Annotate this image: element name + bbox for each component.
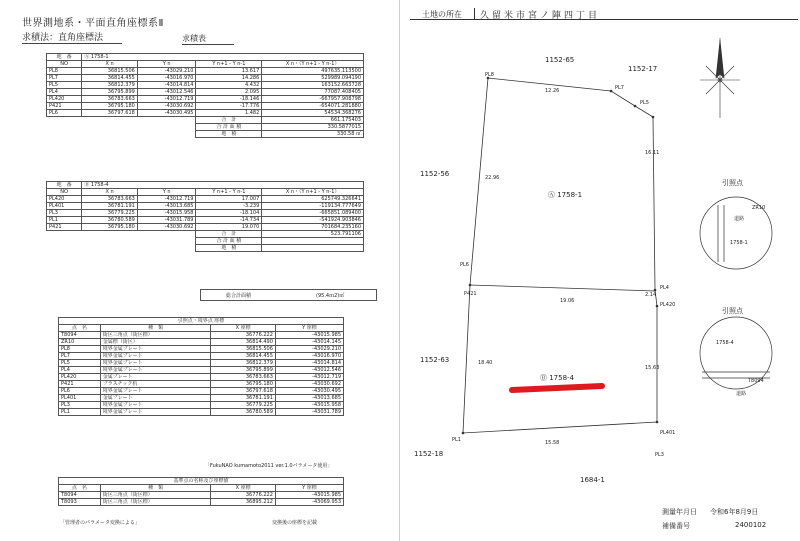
land-value [262,245,364,252]
total-area-label: 総合計面積 [226,293,252,299]
parameter-note: 「FukuNAO kumamoto2011 ver.1.0パラメータ使用」 [205,463,333,469]
survey-map [400,20,800,541]
table-cell: 36783.663 [82,196,138,203]
parcel-1758-1: Ⓐ 1758-1 [548,191,583,199]
point-label: P421 [464,291,477,297]
survey-date: 令和6年8月9日 [710,508,759,516]
table-cell: 14.286 [196,75,262,82]
table-cell: -119134.777649 [262,203,364,210]
table-cell: プラスチック杭 [100,381,211,388]
reference-point-table [58,477,344,506]
table-cell: 36795.899 [82,89,138,96]
table-cell: -43016.970 [137,75,196,82]
point-label: PL5 [640,100,649,106]
table-cell: 境界金属プレート [100,402,211,409]
area-value [262,238,364,245]
area-table-1758-4 [46,181,364,252]
neighbor-parcel-1152-63: 1152-63 [420,356,450,364]
reference-point-2: T8094 [748,378,764,384]
table-row [47,75,364,82]
table-cell: PL401 [47,203,82,210]
table-row [47,224,364,231]
table-cell: 街区三角点（街区標） [100,499,211,506]
table-cell: -667957.908798 [262,96,364,103]
col-header: X 座標 [211,325,275,332]
dimension-label: 15.58 [545,440,560,446]
sum-label: 合 計 [196,117,262,124]
table-row [59,395,344,402]
col-header: 種 類 [100,485,211,492]
area-label: 合 計 面 積 [196,238,262,245]
reference-label-2: 引照点 [722,307,743,315]
table-cell: P421 [59,381,101,388]
col-header: X n [82,61,138,68]
dimension-label: 12.26 [545,88,560,94]
table-cell: 境界金属プレート [100,409,211,416]
table-cell: PL5 [59,360,101,367]
col-header: Y n [137,189,196,196]
coordinate-table [58,317,344,416]
table-cell: -18.146 [196,96,262,103]
approval-number: 2400102 [735,521,767,529]
table-cell: -43014.814 [275,360,343,367]
table-cell: PL3 [59,402,101,409]
table-cell: PL7 [59,353,101,360]
total-area-value: (95.4ｍ2)㎡ [316,293,345,299]
table-row [47,110,364,117]
point-label: PL7 [615,85,624,91]
table-row [59,367,344,374]
table-row [59,346,344,353]
table-cell: 36780.589 [211,409,275,416]
table-cell: 36781.191 [82,203,138,210]
dimension-label: 15.63 [645,365,660,371]
table-row [47,96,364,103]
land-value: 330.58 ㎡ [262,131,364,138]
point-label: PL1 [452,437,461,443]
table-cell: -43014.814 [137,82,196,89]
area-label: 合 計 面 積 [196,124,262,131]
table-cell: 497635.113500 [262,68,364,75]
table-cell: 街区三角点（街区標） [100,492,211,499]
table-row [47,103,364,110]
table-row [47,82,364,89]
table-cell: PL8 [47,68,82,75]
table-row [47,68,364,75]
col-header: Y 座標 [275,325,343,332]
table-cell: 36783.663 [211,374,275,381]
col-header: 点 名 [59,485,101,492]
table-cell: PL420 [59,374,101,381]
col-header: X n・（Y n+1 - Y n-1） [262,61,364,68]
table-cell: 54534.368276 [262,110,364,117]
table-cell: -43012.719 [275,374,343,381]
table-cell: -43030.692 [275,381,343,388]
reference-parcel-2: 1758-4 [716,340,734,346]
table-cell: -17.776 [196,103,262,110]
table-cell: 1.482 [196,110,262,117]
table-cell: -14.734 [196,217,262,224]
point-label: PL6 [460,262,469,268]
col-header: Y n+1 - Y n-1 [196,61,262,68]
table-cell: 36779.225 [211,402,275,409]
table-cell: PL1 [59,409,101,416]
table-title: 求積表 [182,33,234,45]
table-cell: -43012.546 [137,89,196,96]
table-row [59,409,344,416]
table-row [47,196,364,203]
table-row [59,332,344,339]
table-cell: PL401 [59,395,101,402]
table-cell: PL420 [47,196,82,203]
table-cell: -43069.953 [275,499,343,506]
table-row [59,402,344,409]
point-label: PL401 [660,430,676,436]
table-row [59,374,344,381]
neighbor-parcel-1152-18: 1152-18 [414,450,444,458]
dimension-label: 2.14 [645,292,657,298]
reference-point-1: ZR10 [752,205,766,211]
table-cell: 36783.663 [82,96,138,103]
table-cell: -3.239 [196,203,262,210]
table-cell: PL4 [59,367,101,374]
table-cell: 36797.618 [211,388,275,395]
table-cell: 36795.180 [82,224,138,231]
table-cell: 13.617 [196,68,262,75]
table-row [59,492,344,499]
point-label: PL3 [655,452,664,458]
table-row [47,217,364,224]
neighbor-parcel-1152-65: 1152-65 [545,56,575,64]
table-cell: 金属プレート [100,374,211,381]
total-area-box [200,289,377,301]
table-cell: -43029.210 [275,346,343,353]
table-cell: P421 [47,224,82,231]
table-cell: 36776.222 [211,332,275,339]
table-cell: 36895.212 [211,499,275,506]
neighbor-parcel-1684-1: 1684-1 [580,476,605,484]
table-cell: PL6 [47,110,82,117]
parcel-1758-4: Ⓑ 1758-4 [540,374,575,382]
heading-underline [22,43,122,44]
land-label: 地 積 [196,131,262,138]
north-arrow-icon [700,38,740,118]
table-cell: PL6 [59,388,101,395]
point-label: PL420 [660,302,676,308]
converted-note: 変換後の座標を記載 [272,520,318,526]
table-cell: 36795.899 [211,367,275,374]
table-cell: 36814.490 [211,339,275,346]
table-cell: 36780.589 [82,217,138,224]
table-cell: -43015.958 [137,210,196,217]
table-row [59,499,344,506]
parcel-label: 地 番 [47,182,82,189]
point-label: PL4 [660,285,669,291]
area-table-1758-1 [46,53,364,138]
table-cell: -43013.685 [275,395,343,402]
method-heading: 求積法：直角座標法 [22,33,104,43]
col-header: X n・（Y n+1 - Y n-1） [262,189,364,196]
col-header: X 座標 [211,485,275,492]
table-cell: -43030.495 [137,110,196,117]
table-cell: -43030.495 [275,388,343,395]
area-value: 330.5877015 [262,124,364,131]
conversion-note: 「管理者のパラメータ変換による」 [60,520,140,526]
col-header: NO [47,61,82,68]
table-row [47,203,364,210]
table-cell: 36812.379 [82,82,138,89]
reference-parcel-1: 1758-1 [730,240,748,246]
table-cell: -43031.789 [137,217,196,224]
table-cell: 701684.235160 [262,224,364,231]
table-cell: PL3 [47,210,82,217]
col-header: 点 名 [59,325,101,332]
table-cell: 19.070 [196,224,262,231]
point-label: PL8 [485,72,494,78]
table-row [59,360,344,367]
coordinate-system-heading: 世界測地系・平面直角座標系Ⅱ [22,18,164,29]
highlight-marker [512,386,602,390]
approval-label: 補備番号 [662,522,690,530]
table-cell: PL4 [47,89,82,96]
sum-value: 523.791106 [262,231,364,238]
table-cell: 36776.222 [211,492,275,499]
neighbor-parcel-1152-17: 1152-17 [628,65,658,73]
table-cell: 163152.663728 [262,82,364,89]
table-cell: PL1 [47,217,82,224]
table-cell: 境界金属プレート [100,360,211,367]
dimension-label: 22.96 [485,175,500,181]
table-cell: 2.095 [196,89,262,96]
table-cell: T8093 [59,499,101,506]
table-row [59,353,344,360]
table-cell: 36795.180 [211,381,275,388]
neighbor-parcel-1152-56: 1152-56 [420,170,450,178]
reference-table-title: 基準点の名称及び座標値 [59,478,344,485]
reference-label-1: 引照点 [722,179,743,187]
table-cell: 36779.225 [82,210,138,217]
reference-road-1: 道路 [734,216,745,222]
col-header: Y 座標 [275,485,343,492]
table-cell: -43012.719 [137,196,196,203]
location-value: 久留米市宮ノ陣四丁目 [480,11,601,21]
table-cell: 境界金属プレート [100,388,211,395]
table-cell: -43015.985 [275,332,343,339]
table-cell: 境界金属プレート [100,367,211,374]
table-cell: -43012.719 [137,96,196,103]
table-row [59,388,344,395]
table-cell: 36812.379 [211,360,275,367]
table-cell: -43030.692 [137,224,196,231]
sum-value: 661.175403 [262,117,364,124]
table-row [47,89,364,96]
table-cell: -43016.970 [275,353,343,360]
table-row [47,210,364,217]
location-header [410,8,798,20]
parcel-divider [470,285,655,291]
table-cell: -654071.281880 [262,103,364,110]
table-cell: -43031.789 [275,409,343,416]
col-header: 種 類 [100,325,211,332]
table-row [59,381,344,388]
dimension-label: 19.06 [560,298,575,304]
col-header: Y n [137,61,196,68]
table-cell: 街区三角点（街区標） [100,332,211,339]
col-header: Y n+1 - Y n-1 [196,189,262,196]
table-cell: 625749.326641 [262,196,364,203]
table-cell: 17.007 [196,196,262,203]
table-cell: ZR10 [59,339,101,346]
location-separator [474,8,475,19]
table-cell: -43029.210 [137,68,196,75]
table-cell: -665851.089400 [262,210,364,217]
table-cell: PL5 [47,82,82,89]
table-row [59,339,344,346]
table-cell: -43015.958 [275,402,343,409]
survey-date-label: 測量年月日 [662,508,697,516]
table-cell: 36815.506 [211,346,275,353]
table-cell: PL420 [47,96,82,103]
table-cell: 36795.180 [82,103,138,110]
table-cell: 36781.191 [211,395,275,402]
table-cell: 36814.455 [211,353,275,360]
location-label: 土地の所在 [422,10,462,19]
parcel-number: Ⓐ 1758-1 [82,54,364,61]
col-header: X n [82,189,138,196]
table-cell: 金属標（街区） [100,339,211,346]
col-header: NO [47,189,82,196]
table-cell: -43015.985 [275,492,343,499]
table-cell: P421 [47,103,82,110]
reference-road-2: 道路 [736,391,747,397]
table-cell: 4.432 [196,82,262,89]
table-cell: -43014.145 [275,339,343,346]
table-cell: -43012.546 [275,367,343,374]
table-cell: PL7 [47,75,82,82]
coordinate-table-title: 引照点・境界点 座標 [59,318,344,325]
table-cell: 77087.408405 [262,89,364,96]
table-cell: 36814.455 [82,75,138,82]
table-cell: 金属プレート [100,395,211,402]
table-cell: -18.104 [196,210,262,217]
table-cell: -43030.692 [137,103,196,110]
table-cell: 36797.618 [82,110,138,117]
parcel-label: 地 番 [47,54,82,61]
parcel-number: Ⓑ 1758-4 [82,182,364,189]
dimension-label: 18.40 [478,360,493,366]
sum-label: 合 計 [196,231,262,238]
table-cell: T8094 [59,492,101,499]
table-cell: 境界金属プレート [100,353,211,360]
dimension-label: 16.11 [645,150,660,156]
table-cell: -541924.903846 [262,217,364,224]
table-cell: 529989.094190 [262,75,364,82]
table-cell: 36815.506 [82,68,138,75]
land-label: 地 積 [196,245,262,252]
table-cell: T8094 [59,332,101,339]
table-cell: 境界金属プレート [100,346,211,353]
table-cell: -43013.685 [137,203,196,210]
table-cell: PL8 [59,346,101,353]
